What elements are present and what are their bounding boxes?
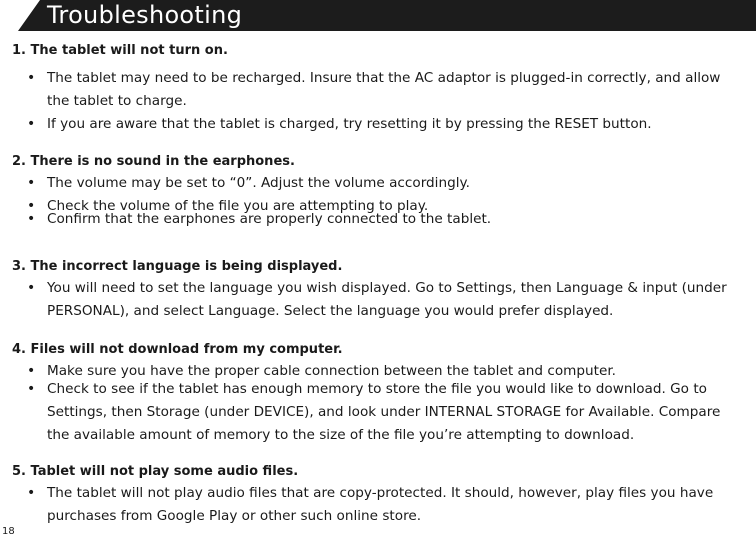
list-item: Check to see if the tablet has enough memory to store the file you would like to download. Go to Settings, then Storage (under DEVICE), and look under INTERNAL STORAGE for Available. Compare the available amount of memory to the size of the file you’re attempting to download. (47, 381, 721, 443)
header-bar (0, 0, 756, 31)
bullet: • (27, 70, 36, 86)
list-item: If you are aware that the tablet is charged, try resetting it by pressing the RESET button. (47, 116, 652, 132)
list-item: You will need to set the language you wish displayed. Go to Settings, then Language & input (under PERSONAL), and select Language. Select the language you would prefer displayed. (47, 280, 727, 319)
list-item: The volume may be set to “0”. Adjust the volume accordingly. (47, 175, 470, 191)
bullet: • (27, 198, 36, 214)
bullet: • (27, 363, 36, 379)
bullet: • (27, 116, 36, 132)
list-item: Confirm that the earphones are properly connected to the tablet. (47, 211, 492, 227)
list-item: Check the volume of the file you are attempting to play. (47, 198, 429, 214)
section-heading: 4. Files will not download from my computer. (12, 342, 343, 357)
bullet: • (27, 381, 36, 397)
bullet: • (27, 175, 36, 191)
section-heading: 3. The incorrect language is being displayed. (12, 259, 343, 274)
section-heading: 2. There is no sound in the earphones. (12, 154, 295, 169)
bullet: • (27, 485, 36, 501)
bullet: • (27, 211, 36, 227)
section-heading: 1. The tablet will not turn on. (12, 43, 228, 58)
section-heading: 5. Tablet will not play some audio files. (12, 464, 299, 479)
list-item: Make sure you have the proper cable connection between the tablet and computer. (47, 363, 616, 379)
bullet: • (27, 280, 36, 296)
page-number: 18 (2, 526, 15, 537)
list-item: The tablet will not play audio files that are copy-protected. It should, however, play files you have purchases from Google Play or other such online store. (47, 485, 714, 524)
list-item: The tablet may need to be recharged. Insure that the AC adaptor is plugged-in correctly, and allow the tablet to charge. (47, 70, 721, 109)
page-title: Troubleshooting (47, 1, 243, 29)
